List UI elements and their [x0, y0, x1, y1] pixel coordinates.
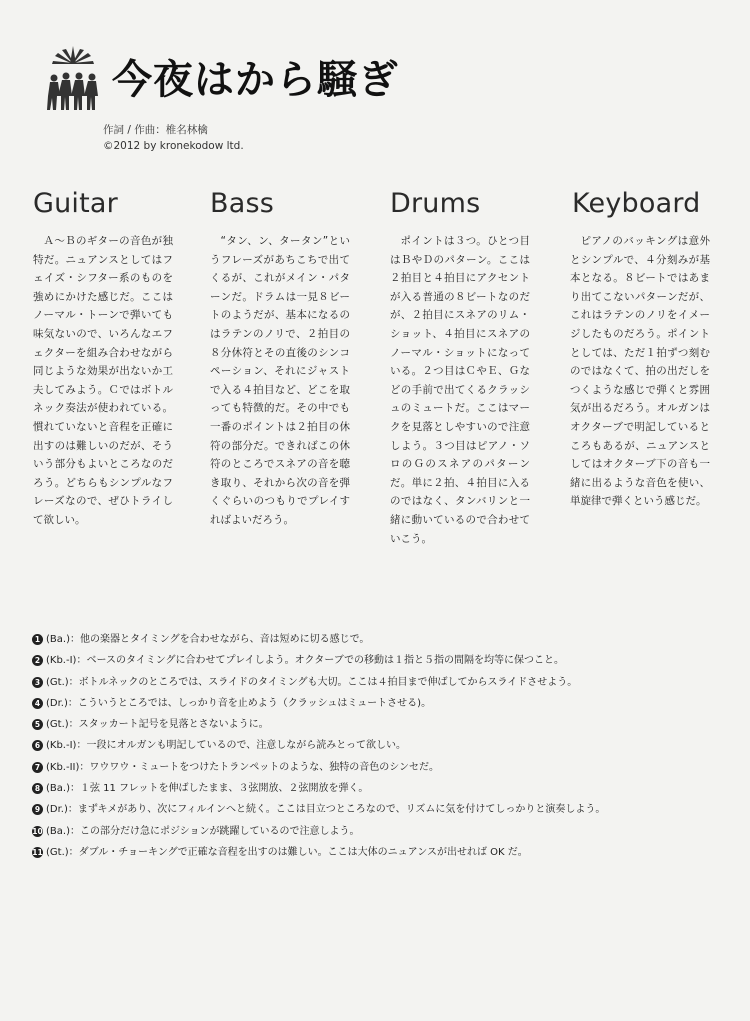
note-text: (Kb.-II)：ワウワウ・ミュートをつけたトランペットのような、独特の音色のシンセだ。 — [46, 761, 439, 773]
guitar-text: Ａ～Ｂのギターの音色が独特だ。ニュアンスとしてはフェイズ・シフター系のものを強めにかけた感じだ。ここはノーマル・トーンで弾いても味気ないので、いろんなエフェクターを組み合わせながら同じような効果が出ないか工夫してみよう。Ｃではボトルネック奏法が使われている。慣れていないと音程を正確に出すのは難しいのだが、そういう部分もよいところなのだろう。どちらもシンプルなフレーズなので、ぜひトライして欲しい。 — [33, 235, 173, 526]
note-item — [32, 761, 722, 782]
song-title: 今夜はから騒ぎ — [112, 56, 399, 103]
note-text: (Ba.)：１弦 11 フレットを伸ばしたまま、３弦開放、２弦開放を弾く。 — [46, 783, 369, 795]
bass-text: “タン、ン、タータン”というフレーズがあちこちで出てくるが、これがメイン・パターンだ。ドラムは一見８ビートのようだが、基本になるのはラテンのノリで、２拍目の８分休符とその直後のシンコペーション、それにジャストで入る４拍目など、どこを取っても特徴的だ。その中でも一番のポイントは２拍目の休符の部分だ。できればこの休符のところでスネアの音を聴き取り、それから次の音を弾くぐらいのつもりでプレイすればよいだろう。 — [210, 235, 350, 526]
credit-copyright: ©2012 by kronekodow ltd. — [103, 140, 244, 152]
note-number: 1 — [32, 634, 43, 645]
credit-lyrics-music: 作詞 / 作曲：椎名林檎 — [103, 124, 208, 136]
note-item — [32, 718, 722, 739]
note-item — [32, 676, 722, 697]
note-item — [32, 803, 722, 824]
drums-text: ポイントは３つ。ひとつ目はＢやＤのパターン。ここは２拍目と４拍目にアクセントが入る普通の８ビートなのだが、２拍目にスネアのリム・ショット、４拍目にスネアのノーマル・ショットになっている。２つ目はＣやＥ、Ｇなどの手前で出てくるクラッシュのミュートだ。ここはマークを見落としやすいので注意しよう。３つ目はピアノ・ソロのＧのスネアのパターンだ。単に２拍、４拍目に入るのではなく、タンバリンと一緒に動いているので合わせていこう。 — [390, 235, 530, 545]
drums-column — [390, 232, 530, 548]
note-text: (Kb.-I)：一段にオルガンも明記しているので、注意しながら読みとって欲しい。 — [46, 740, 407, 752]
note-text: (Dr.)：まずキメがあり、次にフィルインへと続く。ここは目立つところなので、リズムに気を付けてしっかりと演奏しよう。 — [46, 804, 606, 816]
note-number: 2 — [32, 655, 43, 666]
note-item — [32, 782, 722, 803]
guitar-heading: Guitar — [33, 188, 118, 219]
note-number: 6 — [32, 740, 43, 751]
note-number: 5 — [32, 719, 43, 730]
note-item — [32, 654, 722, 675]
note-text: (Gt.)：ダブル・チョーキングで正確な音程を出すのは難しい。ここは大体のニュアンスが出せれば OK だ。 — [46, 846, 528, 858]
drums-heading: Drums — [390, 188, 481, 219]
note-text: (Kb.-I)：ベースのタイミングに合わせてプレイしよう。オクターブでの移動は１指と５指の間隔を均等に保つこと。 — [46, 655, 565, 667]
credits — [103, 122, 244, 154]
note-number: 4 — [32, 698, 43, 709]
note-text: (Dr.)：こういうところでは、しっかり音を止めよう（クラッシュはミュートさせる)。 — [46, 697, 432, 709]
note-text: (Gt.)：スタッカート記号を見落とさないように。 — [46, 719, 269, 731]
band-silhouette-icon — [40, 42, 106, 114]
note-text: (Ba.)：この部分だけ急にポジションが跳躍しているので注意しよう。 — [46, 825, 360, 837]
note-item — [32, 825, 722, 846]
note-number: 11 — [32, 847, 43, 857]
bass-heading: Bass — [210, 188, 275, 219]
note-text: (Ba.)：他の楽器とタイミングを合わせながら、音は短めに切る感じで。 — [46, 634, 370, 645]
note-number: 8 — [32, 783, 43, 794]
note-number: 9 — [32, 804, 43, 815]
note-item — [32, 697, 722, 718]
note-item — [32, 846, 722, 867]
note-text: (Gt.)：ボトルネックのところでは、スライドのタイミングも大切。ここは４拍目まで伸ばしてからスライドさせよう。 — [46, 676, 578, 688]
guitar-column — [33, 232, 173, 530]
note-item — [32, 739, 722, 760]
note-number: 3 — [32, 677, 43, 688]
bass-column — [210, 232, 350, 530]
keyboard-text: ピアノのバッキングは意外とシンプルで、４分刻みが基本となる。８ビートではあまり出てこないパターンだが、これはラテンのノリをイメージしたものだろう。ポイントとしては、ただ１拍ずつ刻むのではなくて、拍の出だしをつくような感じで弾くと雰囲気が出るだろう。オルガンはオクターブで明記しているところもあるが、ニュアンスとしてはオクターブ下の音も一緒に出るような音色を使い、単旋律で弾くという感じだ。 — [570, 235, 710, 508]
note-item — [32, 633, 722, 654]
keyboard-column — [570, 232, 710, 511]
performance-notes — [32, 633, 722, 867]
note-number: 7 — [32, 762, 43, 773]
note-number: 10 — [32, 826, 43, 836]
keyboard-heading: Keyboard — [572, 188, 701, 219]
